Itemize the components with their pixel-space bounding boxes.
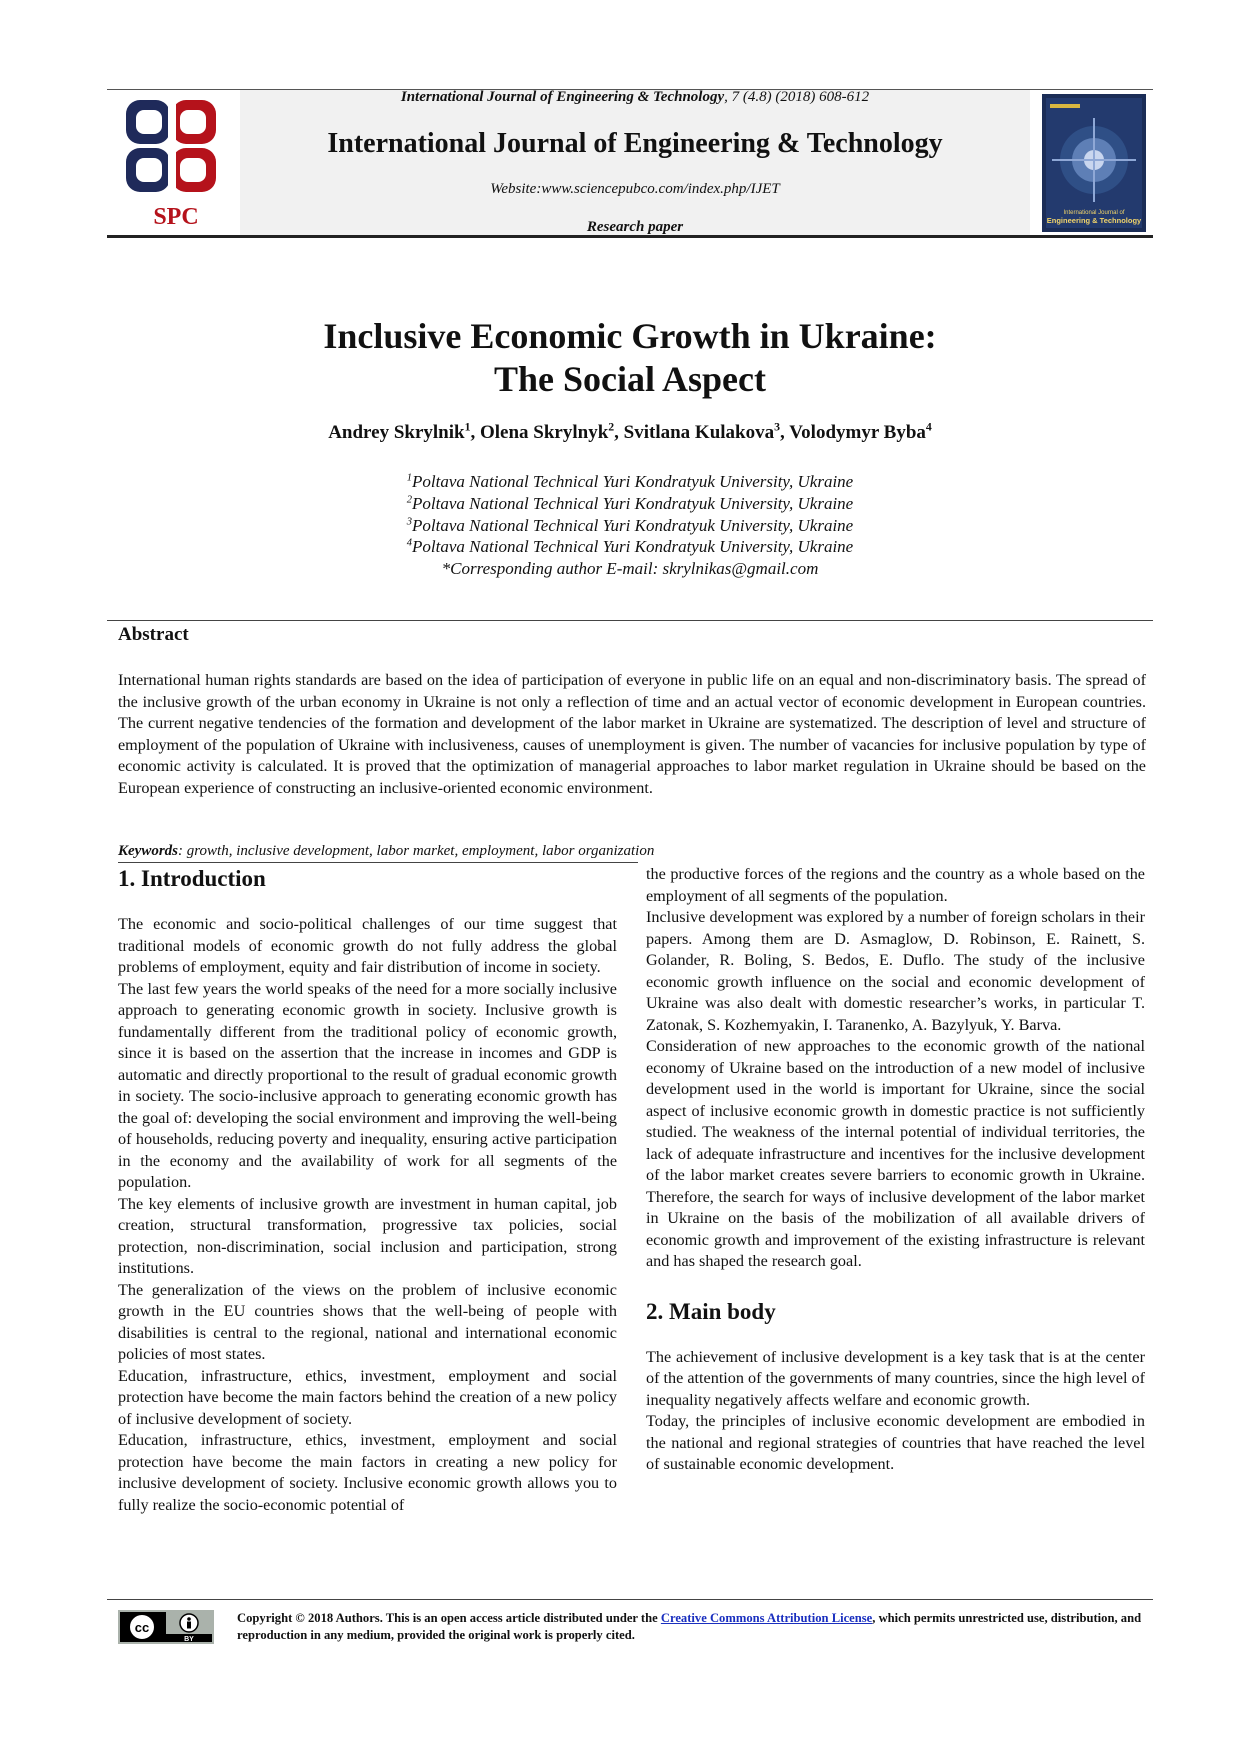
paper-type-label: Research paper	[586, 219, 684, 235]
journal-website[interactable]: Website:www.sciencepubco.com/index.php/IJET	[490, 181, 780, 197]
body-paragraph: Education, infrastructure, ethics, investment, employment and social protection have become the main factors behind the creation of a new policy of inclusive development of society.	[118, 1366, 617, 1428]
abstract-top-rule	[107, 620, 1153, 621]
author: Andrey Skrylnik$^1$,	[328, 421, 480, 444]
body-paragraph: Inclusive development was explored by a number of foreign scholars in their papers. Among them are D. Asmaglow, D. Robinson, E. Rainett, S. Golander, R. Boling, S. Bedos, E. Duflo. The study of the inclusive economic growth influence on the social and economic development of Ukraine was also dealt with domestic researcher’s works, in particular T. Zatonak, S. Kozhemyakin, I. Taranenko, A. Bazylyuk, Y. Barva.	[646, 908, 1145, 1034]
abstract-text: International human rights standards are based on the idea of participation of everyone in public life on an equal and non-discriminatory basis. The spread of the inclusive growth of the urban economy in Ukraine is not only a reflection of time and an actual vector of economic development in European countries. The current negative tendencies of the formation and development of the labor market in Ukraine are systematized. The description of level and structure of employment of the population of Ukraine with inclusiveness, causes of unemployment is given. The number of vacancies for inclusive population by type of economic activity is calculated. It is proved that the optimization of managerial approaches to labor market regulation in Ukraine should be based on the European experience of constructing an inclusive-oriented economic environment.	[118, 671, 1146, 797]
left-column	[118, 864, 617, 1516]
affiliation: $^2$Poltava National Technical Yuri Kondratyuk University, Ukraine	[406, 494, 854, 513]
abstract-heading: Abstract	[118, 624, 189, 645]
body-paragraph: Consideration of new approaches to the economic growth of the national economy of Ukraine based on the introduction of a new model of inclusive development used in the world is important for Ukraine, since the social aspect of inclusive economic growth in domestic practice is not sufficiently studied. The weakness of the internal potential of individual territories, the lack of adequate infrastructure and incentives for the inclusive development of the labor market creates severe barriers to economic growth in Ukraine. Therefore, the search for ways of inclusive development of the labor market in Ukraine on the basis of the mobilization of all available drivers of economic growth and improvement of the existing infrastructure is relevant and has shaped the research goal.	[646, 1037, 1145, 1270]
cc-icon-label: cc	[134, 1620, 150, 1635]
affiliation: $^3$Poltava National Technical Yuri Kondratyuk University, Ukraine	[406, 516, 854, 535]
citation-line	[240, 89, 1030, 106]
body-paragraph: The last few years the world speaks of the need for a more socially inclusive approach to generating economic growth in society. Inclusive growth is fundamentally different from the traditional policy of economic growth, since it is based on the assertion that the increase in incomes and GDP is automatic and directly proportional to the result of gradual economic growth in society. The socio-inclusive approach to generating economic growth has the goal of: developing the social environment and improving the well-being of households, reducing poverty and inequality, ensuring active participation in the economy and the availability of work for all segments of the population.	[118, 979, 617, 1191]
keywords-text: : growth, inclusive development, labor market, employment, labor organization	[178, 843, 655, 859]
corresponding-author-email: *Corresponding author E-mail: skrylnikas@gmail.com	[441, 559, 819, 578]
keywords-label: Keywords	[118, 843, 178, 859]
footer-rule	[107, 1599, 1153, 1600]
author: Olena Skrylnyk$^2$,	[479, 421, 624, 444]
body-paragraph: The generalization of the views on the problem of inclusive economic growth in the EU countries shows that the well-being of people with disabilities is central to the regional, national and international economic policies of most states.	[118, 1280, 617, 1363]
paper-title-line-2: The Social Aspect	[493, 359, 766, 399]
cover-label-1: International Journal of	[1063, 210, 1125, 216]
citation-details: , 7 (4.8) (2018) 608-612	[724, 89, 870, 105]
body-paragraph: The key elements of inclusive growth are investment in human capital, job creation, structural transformation, progressive tax policies, social protection, non-discrimination, social inclusion and participation, strong institutions.	[118, 1194, 617, 1277]
cover-label-2: Engineering & Technology	[1046, 216, 1142, 225]
affiliation: $^4$Poltava National Technical Yuri Kondratyuk University, Ukraine	[406, 537, 854, 556]
affiliation: $^1$Poltava National Technical Yuri Kondratyuk University, Ukraine	[406, 472, 854, 491]
cc-license-link[interactable]: Creative Commons Attribution License	[660, 1611, 873, 1625]
author: Svitlana Kulakova$^3$,	[623, 421, 790, 444]
citation-journal: International Journal of Engineering & Technology	[400, 89, 725, 105]
section-heading-introduction: 1. Introduction	[118, 866, 266, 891]
journal-header-band	[240, 89, 1030, 235]
body-paragraph: the productive forces of the regions and the country as a whole based on the employment of all segments of the population.	[646, 865, 1145, 905]
logo-text: SPC	[153, 204, 199, 230]
section-heading-main-body: 2. Main body	[646, 1298, 776, 1324]
right-column	[646, 864, 1145, 1476]
body-paragraph: Education, infrastructure, ethics, investment, employment and social protection have become the main factors in creating a new policy for inclusive development of society. Inclusive economic growth allows you to fully realize the socio-economic potential of	[118, 1431, 617, 1514]
keywords-line	[118, 843, 654, 860]
body-paragraph: The achievement of inclusive development is a key task that is at the center of the attention of the governments of many countries, since the high level of inequality negatively affects welfare and economic growth.	[646, 1347, 1145, 1409]
author-list	[107, 421, 1153, 444]
journal-cover-thumbnail	[1042, 94, 1146, 232]
by-icon-label: BY	[184, 1636, 194, 1643]
body-paragraph: Today, the principles of inclusive economic development are embodied in the national and regional strategies of countries that have reached the level of sustainable economic development.	[646, 1412, 1145, 1473]
author: Volodymyr Byba$^4$	[789, 421, 932, 444]
cc-by-license-badge[interactable]	[118, 1610, 214, 1644]
spc-logo	[118, 96, 236, 230]
copyright-notice: Copyright © 2018 Authors. This is an open access article distributed under the Creative Commons Attribution License, which permits unrestricted use, distribution, and reproduction in any medium, provided the original work is properly cited.	[237, 1611, 1142, 1642]
spc-logo-mark	[126, 100, 216, 200]
body-paragraph: The economic and socio-political challenges of our time suggest that traditional models of economic growth do not fully address the global problems of employment, equity and fair distribution of income in society.	[118, 915, 617, 976]
keywords-rule	[118, 862, 638, 863]
paper-title-line-1: Inclusive Economic Growth in Ukraine:	[323, 316, 937, 356]
journal-name: International Journal of Engineering & Technology	[327, 128, 943, 159]
